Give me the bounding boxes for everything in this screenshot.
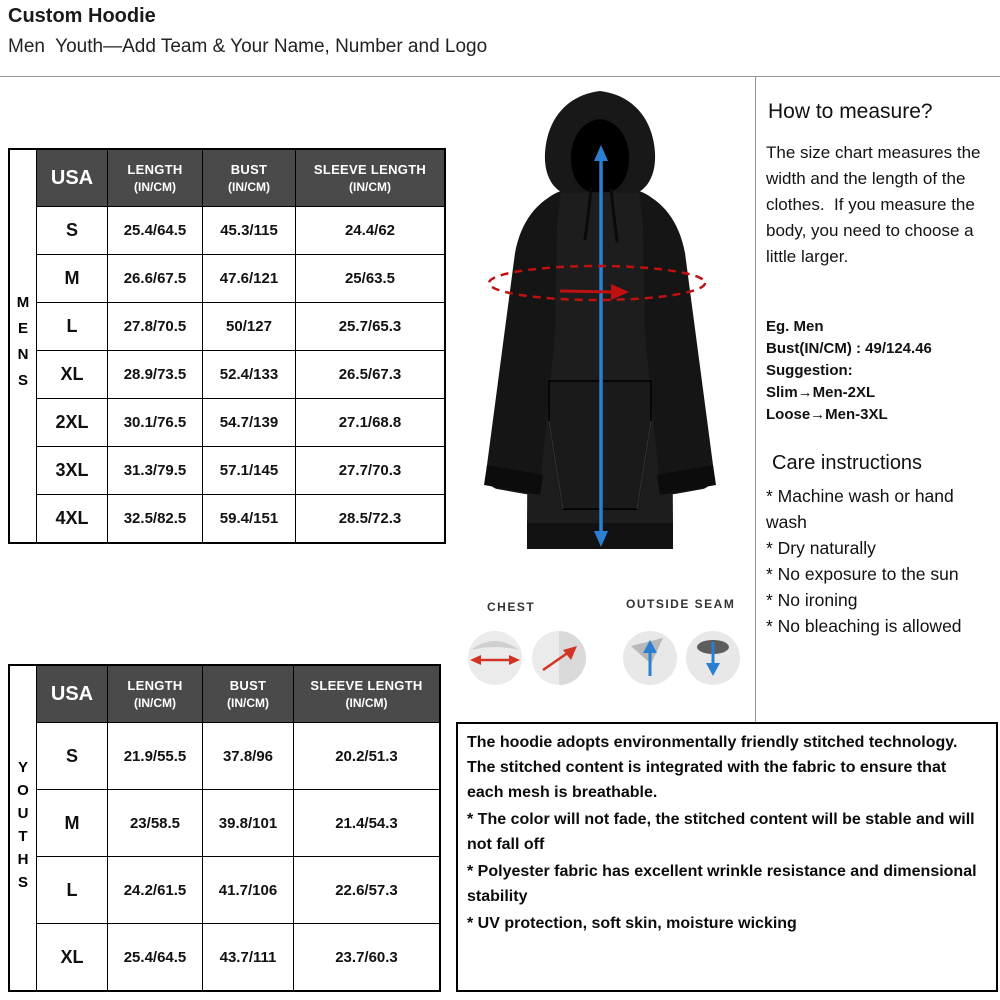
chest-fold-icon [532, 631, 586, 685]
measurement-cell: 23/58.5 [108, 790, 202, 856]
hoodie-product-image [455, 85, 755, 590]
column-header-label: BUST [230, 162, 268, 177]
measurement-cell: 32.5/82.5 [108, 495, 202, 542]
how-to-measure-body: The size chart measures the width and the length of the clothes. If you measure the body, you need to choose a little larger. [766, 143, 986, 266]
size-cell: S [37, 723, 107, 789]
mens-column-header-usa: USA [37, 150, 107, 206]
column-header-label: BUST [229, 678, 267, 693]
measurement-cell: 21.9/55.5 [108, 723, 202, 789]
care-instructions-heading: Care instructions [772, 452, 923, 474]
size-cell: L [37, 857, 107, 923]
measurement-cell: 45.3/115 [203, 207, 295, 254]
example-line: Loose→Men-3XL [766, 406, 888, 423]
example-line: Bust(IN/CM) : 49/124.46 [766, 340, 932, 357]
outside-seam-down-icon [686, 631, 740, 685]
care-instructions-list [766, 483, 978, 639]
size-cell: M [37, 255, 107, 302]
product-title: Custom Hoodie [8, 5, 156, 27]
feature-item: * UV protection, soft skin, moisture wicking [467, 915, 797, 932]
measurement-cell: 27.7/70.3 [296, 447, 444, 494]
measurement-cell: 21.4/54.3 [294, 790, 439, 856]
column-header-unit: (IN/CM) [134, 696, 176, 710]
column-header-label: SLEEVE LENGTH [310, 678, 423, 693]
top-divider [0, 76, 1000, 77]
fabric-features-box [456, 722, 998, 992]
measurement-cell: 31.3/79.5 [108, 447, 202, 494]
column-header-label: LENGTH [127, 162, 183, 177]
youths-column-header-bust [203, 666, 293, 722]
measurement-cell: 26.5/67.3 [296, 351, 444, 398]
measurement-cell: 20.2/51.3 [294, 723, 439, 789]
measurement-cell: 25/63.5 [296, 255, 444, 302]
example-line: Suggestion: [766, 362, 853, 379]
measurement-cell: 54.7/139 [203, 399, 295, 446]
size-cell: M [37, 790, 107, 856]
size-cell: 3XL [37, 447, 107, 494]
how-to-measure-heading: How to measure? [768, 100, 933, 123]
youths-column-header-usa: USA [37, 666, 107, 722]
outside-seam-label: OUTSIDE SEAM [626, 597, 736, 611]
outside-seam-up-icon [623, 631, 677, 685]
youths-group-label: YOUTHS [14, 759, 32, 897]
column-header-unit: (IN/CM) [228, 180, 270, 194]
size-cell: S [37, 207, 107, 254]
feature-item: * The color will not fade, the stitched content will be stable and will not fall off [467, 811, 975, 853]
measurement-cell: 39.8/101 [203, 790, 293, 856]
measurement-cell: 28.9/73.5 [108, 351, 202, 398]
measurement-cell: 41.7/106 [203, 857, 293, 923]
measurement-cell: 27.1/68.8 [296, 399, 444, 446]
mens-column-header-length [108, 150, 202, 206]
youths-group-label-cell [10, 666, 36, 990]
product-subtitle: Men Youth—Add Team & Your Name, Number and Logo [8, 36, 488, 57]
feature-item: * Polyester fabric has excellent wrinkle resistance and dimensional stability [467, 863, 977, 905]
youths-size-table [8, 664, 441, 992]
size-cell: XL [37, 924, 107, 990]
measurement-cell: 23.7/60.3 [294, 924, 439, 990]
measurement-cell: 27.8/70.5 [108, 303, 202, 350]
youths-column-header-length [108, 666, 202, 722]
care-item: * Dry naturally [766, 538, 876, 558]
measurement-cell: 25.4/64.5 [108, 207, 202, 254]
measurement-cell: 47.6/121 [203, 255, 295, 302]
column-header-label: LENGTH [127, 678, 183, 693]
care-item: * Machine wash or hand wash [766, 486, 954, 532]
youths-column-header-sleeve [294, 666, 439, 722]
measurement-cell: 43.7/111 [203, 924, 293, 990]
example-line: Eg. Men [766, 318, 824, 335]
size-cell: 2XL [37, 399, 107, 446]
measurement-cell: 22.6/57.3 [294, 857, 439, 923]
mens-size-table [8, 148, 446, 544]
measurement-cell: 26.6/67.5 [108, 255, 202, 302]
measurement-cell: 24.2/61.5 [108, 857, 202, 923]
column-header-unit: (IN/CM) [349, 180, 391, 194]
chest-width-icon [468, 631, 522, 685]
measurement-cell: 25.7/65.3 [296, 303, 444, 350]
features-intro: The hoodie adopts environmentally friendly stitched technology. The stitched content is integrated with the fabric to ensure that each mesh is breathable. [467, 734, 958, 801]
care-item: * No ironing [766, 590, 858, 610]
measurement-cell: 30.1/76.5 [108, 399, 202, 446]
size-cell: L [37, 303, 107, 350]
column-header-unit: (IN/CM) [134, 180, 176, 194]
measurement-cell: 52.4/133 [203, 351, 295, 398]
column-header-label: SLEEVE LENGTH [313, 162, 427, 177]
mens-group-label-cell [10, 150, 36, 542]
chest-label: CHEST [487, 600, 536, 614]
care-item: * No exposure to the sun [766, 564, 959, 584]
measurement-cell: 57.1/145 [203, 447, 295, 494]
mens-column-header-sleeve [296, 150, 444, 206]
column-header-unit: (IN/CM) [345, 696, 388, 710]
measurement-cell: 37.8/96 [203, 723, 293, 789]
column-header-unit: (IN/CM) [227, 696, 269, 710]
size-cell: 4XL [37, 495, 107, 542]
sizing-example-block [766, 316, 996, 426]
size-cell: XL [37, 351, 107, 398]
measurement-icons [455, 618, 765, 698]
measurement-cell: 24.4/62 [296, 207, 444, 254]
measurement-cell: 28.5/72.3 [296, 495, 444, 542]
care-item: * No bleaching is allowed [766, 616, 962, 636]
example-line: Slim→Men-2XL [766, 384, 876, 401]
mens-group-label: MENS [14, 294, 32, 398]
measurement-cell: 50/127 [203, 303, 295, 350]
measurement-cell: 25.4/64.5 [108, 924, 202, 990]
measurement-cell: 59.4/151 [203, 495, 295, 542]
mens-column-header-bust [203, 150, 295, 206]
